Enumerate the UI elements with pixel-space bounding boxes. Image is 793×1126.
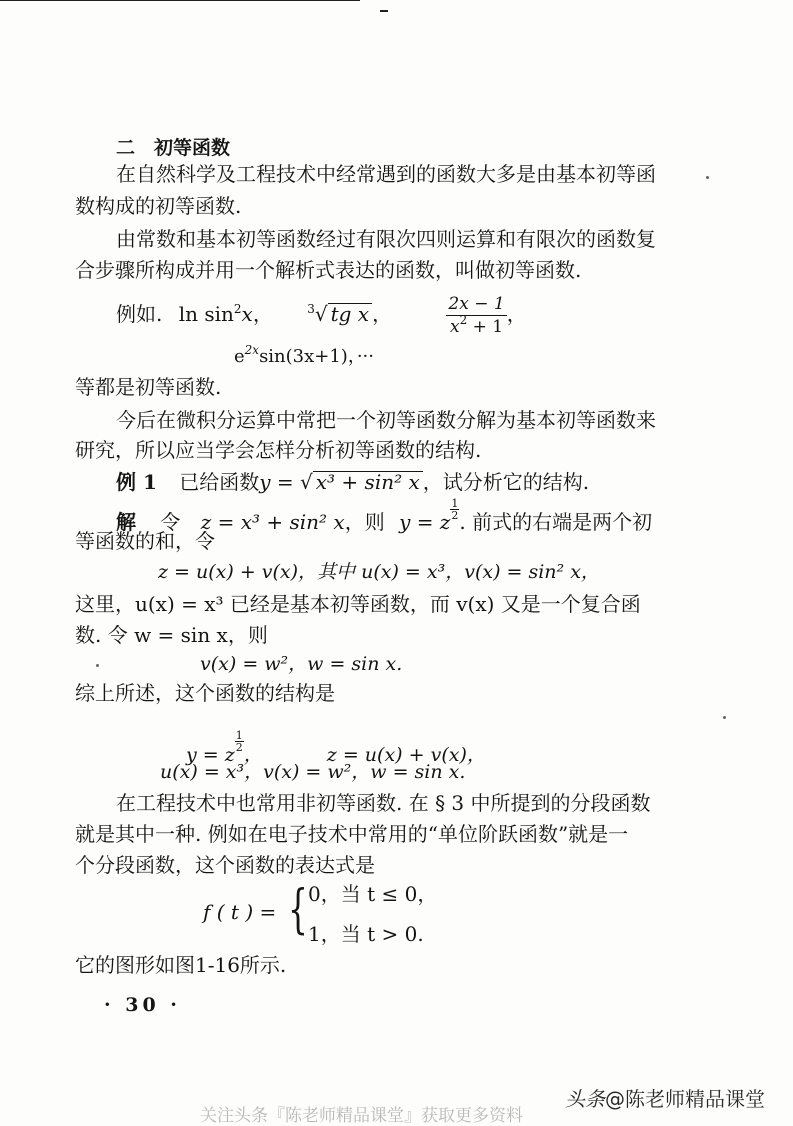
piecewise-lhs: f ( t ) = <box>203 900 277 924</box>
paragraph-4-line-3: 个分段函数，这个函数的表达式是 <box>75 853 375 877</box>
examples-lead: 例如. <box>116 302 163 326</box>
scan-edge-line <box>0 0 360 1</box>
scan-speck <box>723 716 726 719</box>
piecewise-case-2: 1，当 t > 0. <box>308 922 424 946</box>
paragraph-2-line-2: 合步骤所构成并用一个解析式表达的函数，叫做初等函数. <box>75 258 582 282</box>
toutiao-handle: @陈老师精品课堂 <box>605 1087 765 1111</box>
figure-reference: 它的图形如图1-16所示. <box>75 953 287 977</box>
conclusion-line: 等都是初等函数. <box>75 375 222 399</box>
example-ln-sin: $\ln \sin^2x$， <box>178 302 273 326</box>
solution-equation-2: v(x) = w²，w = sin x. <box>200 653 403 675</box>
toutiao-brand: 头条 <box>565 1087 605 1111</box>
solution-line-1: 解 令 z = x³ + sin² x，则 y = z $\frac{1}{2}$ . 前式的右端是两个初 <box>116 497 653 534</box>
paragraph-4-line-2: 就是其中一种. 例如在电子技术中常用的“单位阶跃函数”就是一 <box>75 822 629 846</box>
example-1-tail: ，试分析它的结构. <box>422 470 590 494</box>
scan-edge-line-right <box>380 10 388 12</box>
piecewise-case-1: 0，当 t ≤ 0， <box>308 882 438 906</box>
example-1-label: 例 1 <box>116 470 157 494</box>
page-number: · 30 · <box>104 994 181 1016</box>
example-fraction: $\frac{2x - 1}{x^2 + 1}$ <box>448 294 505 337</box>
solution-line-4: 这里，u(x) = x³ 已经是基本初等函数，而 v(x) 又是一个复合函 <box>75 592 641 616</box>
paragraph-3-line-2: 研究，所以应当学会怎样分析初等函数的结构. <box>75 438 482 462</box>
solution-summary: 综上所述，这个函数的结构是 <box>75 681 335 705</box>
solution-line-2: 等函数的和，令 <box>75 529 215 553</box>
example-1-radicand: x³ + sin² x <box>313 471 423 492</box>
piecewise-brace: { <box>288 880 308 940</box>
examples-row: 例如. $\ln \sin^2x$， $^3$√ tg x ， $\frac{2x - 1}{x^2 + 1}$ ， <box>116 294 527 337</box>
example-exponential: $e^{2x}\sin(3x+1)$，··· <box>234 343 374 367</box>
paragraph-1-line-1: 在自然科学及工程技术中经常遇到的函数大多是由基本初等函 <box>116 162 656 186</box>
section-title: 二 初等函数 <box>116 137 231 159</box>
paragraph-4-line-1: 在工程技术中也常用非初等函数. 在 § 3 中所提到的分段函数 <box>116 791 651 815</box>
solution-equation-1: z = u(x) + v(x)，其中 u(x) = x³，v(x) = sin² x， <box>158 561 600 583</box>
example-1-text: 已给函数 <box>179 470 260 494</box>
footer-watermark: 关注头条『陈老师精品课堂』获取更多资料 <box>200 1106 523 1126</box>
scan-speck <box>96 664 99 667</box>
solution-line-5: 数. 令 w = sin x，则 <box>75 623 268 647</box>
structure-line-1: y = z $\frac{1}{2}$ ， z = u(x) + v(x)， <box>186 729 486 766</box>
paragraph-2-line-1: 由常数和基本初等函数经过有限次四则运算和有限次的函数复 <box>116 227 656 251</box>
example-1-statement: 例 1 已给函数y = √ x³ + sin² x ，试分析它的结构. <box>116 470 590 494</box>
solution-label: 解 <box>116 510 136 534</box>
half-exponent: $\frac{1}{2}$ <box>451 497 459 522</box>
scan-speck <box>706 176 709 179</box>
example-cube-root: $^3$√ tg x ， <box>307 302 393 326</box>
paragraph-3-line-1: 今后在微积分运算中常把一个初等函数分解为基本初等函数来 <box>116 408 656 432</box>
paragraph-1-line-2: 数构成的初等函数. <box>75 194 242 218</box>
structure-line-2: u(x) = x³，v(x) = w²，w = sin x. <box>160 761 466 783</box>
example-1-lhs: y = <box>259 470 301 494</box>
toutiao-watermark <box>565 1083 765 1112</box>
